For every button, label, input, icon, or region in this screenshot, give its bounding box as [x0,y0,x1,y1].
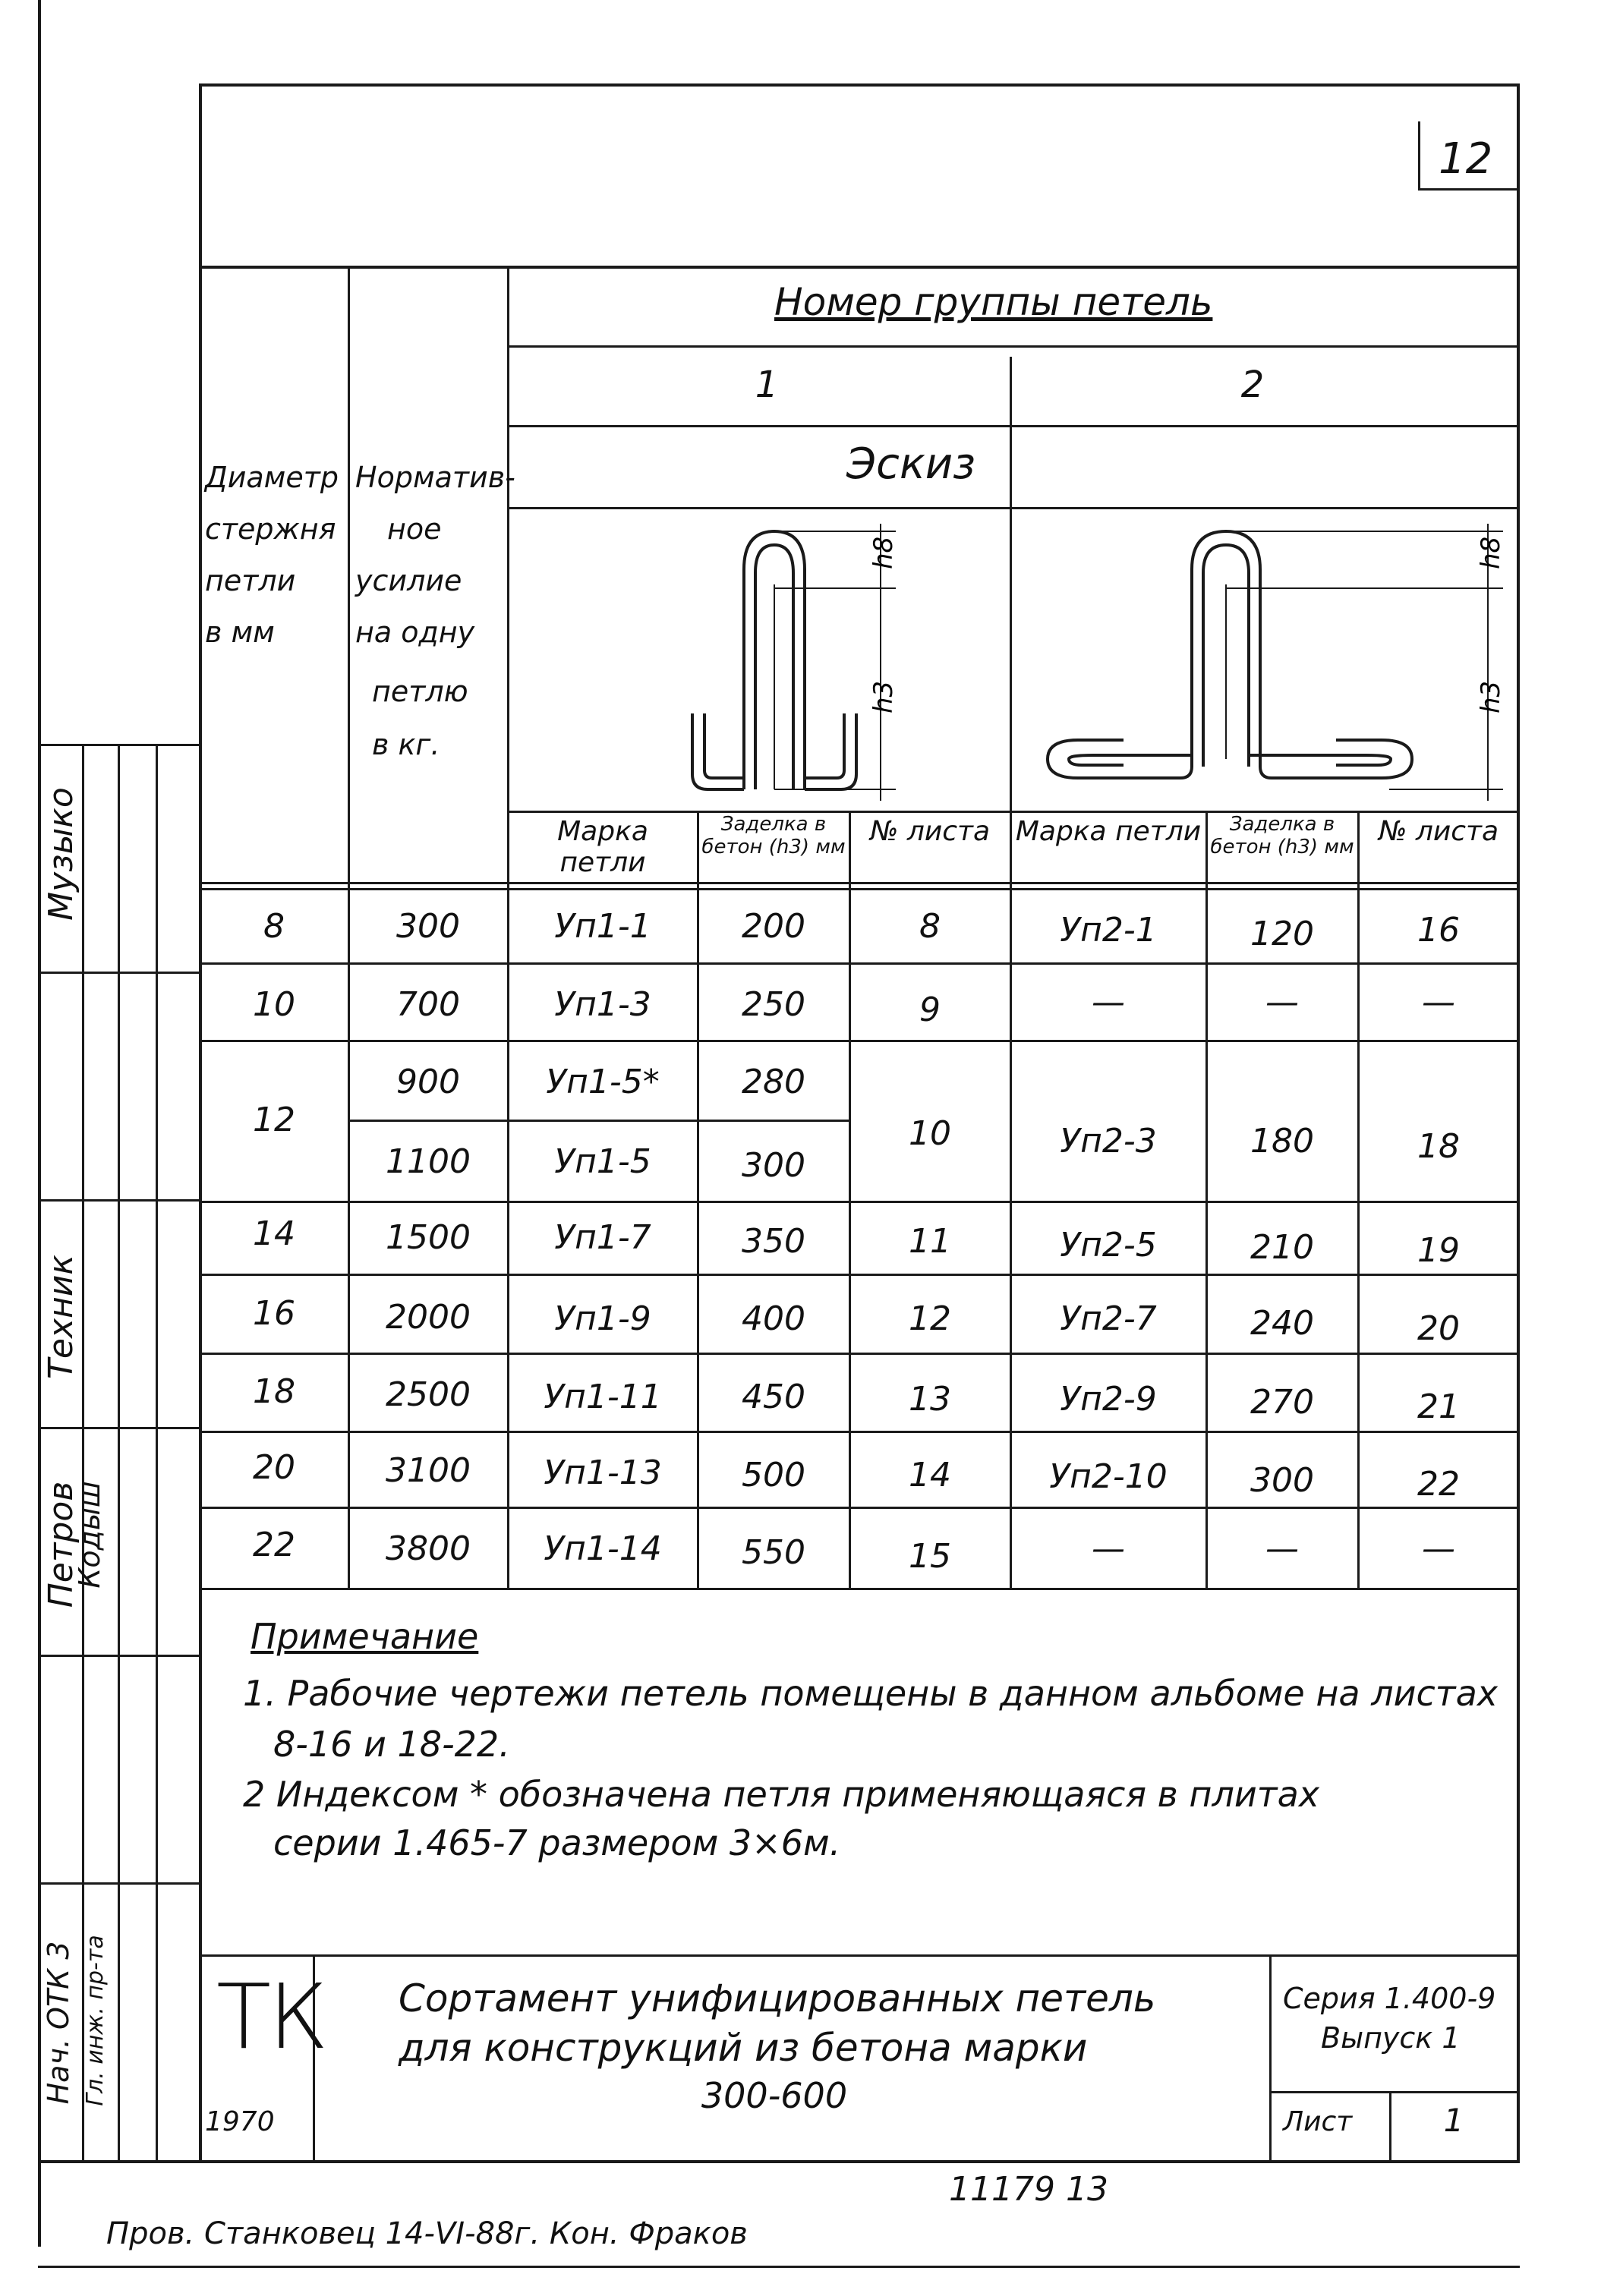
col-sheet-1: № листа [869,816,991,847]
cell-sheet-2: 16 [1417,911,1460,950]
dim-h8-2: h8 [1476,536,1506,569]
group-1-label: 1 [755,364,779,406]
cell-mark-1: Уп1-9 [554,1299,651,1338]
row-line [199,962,1520,965]
loop-type-1-sketch [660,516,1002,805]
cell-embed-2: 180 [1250,1122,1314,1161]
cell-sheet-2: 19 [1417,1231,1460,1270]
footer-check: Пров. Станковец 14-VI-88г. Кон. Фраков [106,2216,748,2251]
stamp-v2 [118,744,120,2162]
title-block-v3 [1389,2091,1391,2162]
note-line-2: 2 Индексом * обозначена петля применяющаяся в плитах [243,1774,1319,1815]
cell-embed-1: 450 [742,1378,805,1416]
cell-sheet-1: 11 [909,1222,951,1261]
cell-force: 1500 [386,1218,471,1257]
cell-force: 900 [396,1063,460,1101]
cell-mark-2: Уп2-10 [1049,1457,1168,1496]
left-margin-line [38,0,41,2247]
stamp-h3 [41,1199,199,1202]
cell-diameter: 16 [253,1294,295,1333]
note-line-1: 1. Рабочие чертежи петель помещены в данном альбоме на листах [243,1673,1499,1714]
stamp-muzyko: Музыко [42,787,80,921]
stamp-h2 [41,972,199,974]
cell-embed-1: 280 [742,1063,805,1101]
col-line-1 [348,266,350,1590]
frame-bottom [38,2160,1520,2163]
row-line [199,1507,1520,1509]
cell-force: 700 [396,985,460,1024]
hdr-line-3 [507,507,1520,509]
cell-mark-1: Уп1-11 [544,1378,662,1416]
col-sheet-2: № листа [1378,816,1499,847]
table-bottom [199,1588,1520,1590]
cell-sheet-1: 13 [909,1380,951,1419]
cell-sheet-1: 8 [919,907,941,946]
stamp-technik: Техник [42,1255,80,1379]
note-line-2b: серии 1.465-7 размером 3×6м. [273,1822,841,1863]
cell-sheet-2: — [1422,1529,1455,1568]
cell-mark-1: Уп1-5 [554,1142,651,1181]
dim-h3-1: h3 [868,680,899,713]
col-line-group [1010,357,1012,1590]
note-line-1b: 8-16 и 18-22. [273,1724,510,1765]
group-title: Номер группы петель [774,280,1213,324]
row-line [199,1274,1520,1276]
cell-mark-1: Уп1-14 [544,1529,662,1568]
series: Серия 1.400-9 [1283,1982,1496,2015]
cell-mark-2: Уп2-1 [1060,911,1157,950]
cell-sheet-1: 12 [909,1299,951,1338]
stamp-kodysh: Кодыш [73,1481,106,1589]
col-mark-2: Марка петли [1015,816,1202,847]
diameter-label-1: Диаметр [205,461,339,494]
sketch-label: Эскиз [846,439,975,489]
stamp-v3 [156,744,158,2162]
cell-mark-1: Уп1-3 [554,985,651,1024]
cell-embed-1: 300 [742,1146,805,1185]
cell-diameter: 12 [253,1101,295,1139]
force-label-1: Норматив- [355,461,515,494]
col-mark-1: Марка петли [557,816,648,879]
cell-sheet-2: 18 [1417,1127,1460,1166]
doc-title-line-1: Сортамент унифицированных петель [399,1976,1156,2020]
dim-h8-1: h8 [868,536,899,569]
stamp-h6 [41,1882,199,1885]
row-line [348,1120,849,1122]
cell-diameter: 10 [253,985,295,1024]
cell-diameter: 20 [253,1448,295,1487]
cell-embed-1: 500 [742,1456,805,1494]
hdr-line-5a [199,882,1520,884]
bottom-rule [38,2266,1520,2268]
cell-force: 1100 [386,1142,471,1181]
cell-embed-1: 200 [742,907,805,946]
force-label-2: ное [387,512,442,546]
cell-mark-2: — [1092,983,1125,1022]
cell-mark-1: Уп1-7 [554,1218,651,1257]
sheet-box-left [1418,121,1420,190]
cell-sheet-2: 22 [1417,1465,1460,1504]
cell-sheet-1: 14 [909,1456,951,1494]
stamp-petrov: Петров [42,1481,80,1608]
cell-force: 2000 [386,1298,471,1337]
doc-title-line-3: 300-600 [701,2075,848,2116]
cell-diameter: 22 [253,1526,295,1564]
cell-embed-2: — [1265,983,1299,1022]
hdr-line-4 [507,811,1520,813]
cell-embed-2: — [1265,1529,1299,1568]
force-label-3: усилие [355,564,462,597]
cell-force: 2500 [386,1375,471,1414]
stamp-h4 [41,1427,199,1429]
cell-force: 3100 [386,1451,471,1490]
stamp-h5 [41,1655,199,1657]
cell-mark-2: Уп2-5 [1060,1226,1157,1265]
cell-sheet-1: 9 [919,991,941,1029]
doc-title-line-2: для конструкций из бетона марки [399,2026,1088,2070]
cell-mark-2: — [1092,1529,1125,1568]
hdr-line-5b [199,888,1520,890]
tk-logo: ТК [216,1964,326,2069]
cell-embed-1: 350 [742,1222,805,1261]
sheet-label: Лист [1283,2106,1353,2137]
force-label-4: на одну [355,616,475,649]
cell-sheet-1: 15 [909,1537,951,1576]
row-line [199,1431,1520,1433]
cell-embed-2: 120 [1250,915,1314,953]
footer-code: 11179 13 [949,2170,1108,2209]
cell-sheet-2: 20 [1417,1309,1460,1348]
cell-sheet-2: — [1422,983,1455,1022]
diameter-label-3: петли [205,564,296,597]
cell-diameter: 8 [263,907,285,946]
issue: Выпуск 1 [1321,2021,1461,2055]
row-line [199,1353,1520,1355]
frame-top [199,83,1520,87]
cell-embed-2: 300 [1250,1461,1314,1500]
diameter-label-2: стержня [205,512,336,546]
cell-embed-2: 270 [1250,1383,1314,1422]
sheet-box-bottom [1418,188,1520,191]
row-line [199,1201,1520,1203]
cell-embed-1: 550 [742,1533,805,1572]
cell-diameter: 14 [253,1214,295,1253]
loop-type-2-sketch [1040,516,1518,805]
force-label-5: петлю [372,675,468,708]
row-line [199,1040,1520,1042]
cell-embed-2: 210 [1250,1228,1314,1267]
sheet-number: 12 [1439,134,1493,184]
cell-diameter: 18 [253,1372,295,1411]
stamp-nach: Нач. ОТК 3 [42,1941,75,2105]
dim-h3-2: h3 [1476,680,1506,713]
cell-mark-1: Уп1-1 [554,907,651,946]
title-block-v2 [1269,1954,1272,2162]
stamp-h1 [41,744,199,746]
cell-mark-2: Уп2-3 [1060,1122,1157,1161]
diameter-label-4: в мм [205,616,275,649]
title-block-top [199,1954,1520,1957]
cell-mark-1: Уп1-5* [546,1063,660,1101]
cell-sheet-2: 21 [1417,1387,1460,1426]
hdr-line-1 [507,345,1520,348]
title-block-h1 [1269,2091,1520,2093]
table-top [199,266,1520,269]
group-2-label: 2 [1240,364,1265,406]
note-title: Примечание [251,1616,479,1657]
col-embed-1: Заделка в бетон (h3) мм [701,813,846,858]
cell-mark-1: Уп1-13 [544,1454,662,1492]
frame-right [1517,83,1520,2163]
year: 1970 [205,2106,275,2137]
cell-mark-2: Уп2-9 [1060,1380,1157,1419]
hdr-line-2 [507,425,1520,427]
cell-mark-2: Уп2-7 [1060,1299,1157,1338]
cell-embed-1: 250 [742,985,805,1024]
stamp-gl: Гл. инж. пр-та [82,1935,109,2106]
cell-force: 3800 [386,1529,471,1568]
col-embed-2: Заделка в бетон (h3) мм [1210,813,1354,858]
cell-embed-2: 240 [1250,1304,1314,1343]
sheet-value: 1 [1443,2102,1464,2139]
force-label-6: в кг. [372,728,440,761]
cell-sheet-1: 10 [909,1114,951,1153]
cell-force: 300 [396,907,460,946]
cell-embed-1: 400 [742,1299,805,1338]
